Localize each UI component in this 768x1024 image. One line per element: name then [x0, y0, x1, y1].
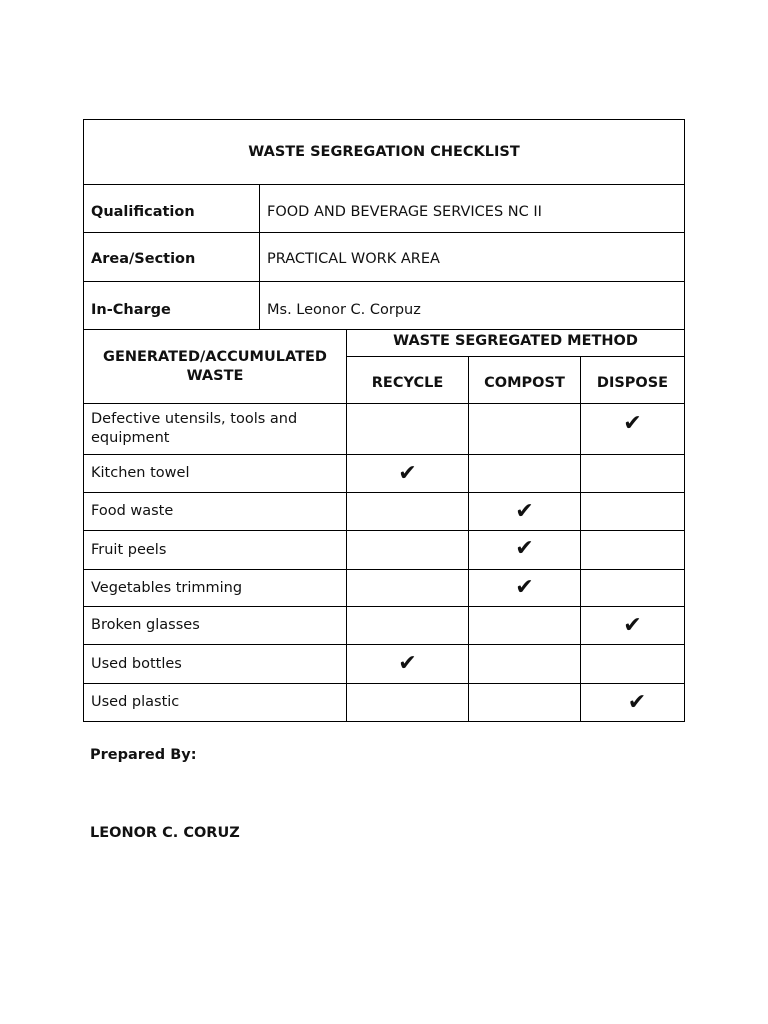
compost-cell: [468, 683, 581, 722]
waste-item-cell: [83, 454, 347, 493]
compost-cell: [468, 644, 581, 684]
dispose-cell: [580, 644, 685, 684]
qualification-label: Qualification: [91, 203, 195, 220]
dispose-cell: [580, 606, 685, 645]
compost-column-header: [468, 356, 581, 404]
waste-item-cell: [83, 530, 347, 570]
waste-item-name: Used plastic: [91, 694, 180, 710]
waste-column-header: [83, 329, 347, 404]
waste-item-cell: [83, 683, 347, 722]
qualification-value-cell: [259, 184, 685, 233]
check-mark-icon: ✔: [515, 536, 534, 561]
recycle-cell: [346, 569, 469, 607]
dispose-cell: [580, 683, 685, 722]
check-mark-icon: ✔: [623, 411, 642, 436]
check-mark-icon: ✔: [398, 460, 417, 486]
checklist-title-cell: [83, 119, 685, 185]
prepared-by-label: Prepared By:: [90, 747, 197, 763]
waste-item-cell: [83, 569, 347, 607]
dispose-cell: [580, 569, 685, 607]
check-mark-icon: ✔: [515, 498, 534, 524]
method-group-header: [346, 329, 685, 357]
in-charge-value: Ms. Leonor C. Corpuz: [267, 301, 421, 318]
in-charge-label-cell: [83, 281, 260, 330]
dispose-cell: [580, 454, 685, 493]
recycle-cell: [346, 530, 469, 570]
compost-cell: [468, 530, 581, 570]
waste-item-name: Used bottles: [91, 655, 182, 672]
compost-cell: [468, 606, 581, 645]
waste-item-cell: [83, 606, 347, 645]
waste-item-name: Kitchen towel: [91, 465, 190, 481]
prepared-by-name: LEONOR C. CORUZ: [90, 825, 240, 841]
recycle-cell: [346, 644, 469, 684]
area-label-cell: [83, 232, 260, 282]
compost-cell: [468, 403, 581, 455]
recycle-cell: [346, 492, 469, 531]
waste-item-name: Vegetables trimming: [91, 579, 243, 596]
area-value-cell: [259, 232, 685, 282]
recycle-header-text: RECYCLE: [371, 375, 444, 391]
compost-header-text: COMPOST: [484, 375, 565, 391]
checklist-title: WASTE SEGREGATION CHECKLIST: [248, 144, 520, 160]
area-label: Area/Section: [91, 251, 196, 267]
qualification-value: FOOD AND BEVERAGE SERVICES NC II: [267, 203, 542, 220]
recycle-cell: [346, 606, 469, 645]
waste-item-name: Defective utensils, tools and equipment: [91, 411, 298, 446]
in-charge-value-cell: [259, 281, 685, 330]
recycle-cell: [346, 683, 469, 722]
recycle-column-header: [346, 356, 469, 404]
dispose-cell: [580, 530, 685, 570]
compost-cell: [468, 454, 581, 493]
waste-item-name: Fruit peels: [91, 541, 167, 558]
compost-cell: [468, 492, 581, 531]
check-mark-icon: ✔: [515, 575, 534, 600]
waste-item-cell: [83, 403, 347, 455]
check-mark-icon: ✔: [627, 689, 647, 715]
recycle-cell: [346, 403, 469, 455]
qualification-label-cell: [83, 184, 260, 233]
dispose-header-text: DISPOSE: [596, 375, 669, 391]
dispose-cell: [580, 492, 685, 531]
check-mark-icon: ✔: [398, 651, 417, 676]
method-group-header-text: WASTE SEGREGATED METHOD: [393, 333, 638, 349]
area-value: PRACTICAL WORK AREA: [267, 251, 440, 267]
waste-item-cell: [83, 644, 347, 684]
waste-column-header-text: GENERATED/ACCUMULATED WASTE: [103, 348, 327, 384]
waste-item-cell: [83, 492, 347, 531]
compost-cell: [468, 569, 581, 607]
dispose-cell: [580, 403, 685, 455]
check-mark-icon: ✔: [623, 612, 642, 638]
waste-item-name: Broken glasses: [91, 617, 200, 633]
in-charge-label: In-Charge: [91, 301, 171, 318]
recycle-cell: [346, 454, 469, 493]
waste-item-name: Food waste: [91, 503, 174, 519]
